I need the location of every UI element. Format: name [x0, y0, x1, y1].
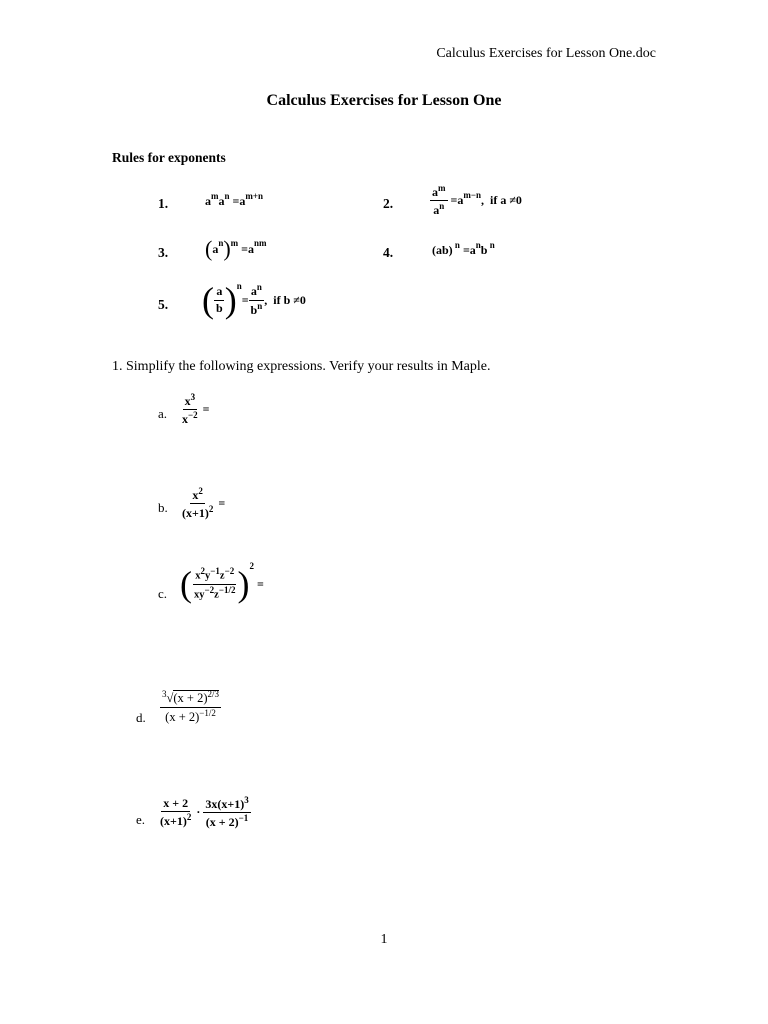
- question-1: 1. Simplify the following expressions. Verify your results in Maple.: [112, 359, 491, 374]
- rule-number-3: 3.: [158, 245, 169, 260]
- part-label-c: c.: [158, 586, 168, 601]
- rule-formula-5: ( $\frac{a}{b}$ ) n = $\frac{a^n}{b^n}$ , if b ≠0: [202, 280, 306, 320]
- part-label-d: d.: [136, 710, 146, 725]
- part-expression-a: $\frac{x^3}{x^{-2}}$ =: [182, 392, 210, 427]
- part-label-a: a.: [158, 406, 168, 421]
- rule-formula-3: ( a n ) m =a nm: [205, 236, 267, 261]
- section-heading: Rules for exponents: [112, 150, 226, 165]
- part-expression-e: $\frac{x + 2}{(x+1)^2}$ · $\frac{3x(x+1)^3}{(x + 2)^{-1}}$: [160, 795, 249, 830]
- rule-formula-2: $\frac{a^m}{a^n}$ =a m−n , if a ≠0: [432, 183, 522, 218]
- rule-formula-1: a m a n =a m+n: [205, 190, 263, 208]
- part-expression-c: ( $\frac{x^2y^{-1}z^{-2}}{xy^{-2}z^{-1/2}}$ ) 2 =: [180, 561, 264, 604]
- rule-number-2: 2.: [383, 196, 394, 211]
- page-number: 1: [380, 932, 388, 947]
- rule-number-1: 1.: [158, 196, 169, 211]
- part-label-b: b.: [158, 500, 168, 515]
- rule-formula-4: (ab) n =a n b n: [432, 239, 495, 257]
- page-title: Calculus Exercises for Lesson One: [266, 92, 502, 109]
- part-label-e: e.: [136, 812, 146, 827]
- part-expression-d: $\frac{^3√(x + 2)^{2/3}}{(x + 2)^{-1/2}}$: [162, 689, 220, 725]
- document-header: Calculus Exercises for Lesson One.doc: [436, 46, 656, 61]
- rule-number-5: 5.: [158, 297, 169, 312]
- part-expression-b: $\frac{x^2}{(x+1)^2}$ =: [182, 486, 226, 521]
- rule-number-4: 4.: [383, 245, 394, 260]
